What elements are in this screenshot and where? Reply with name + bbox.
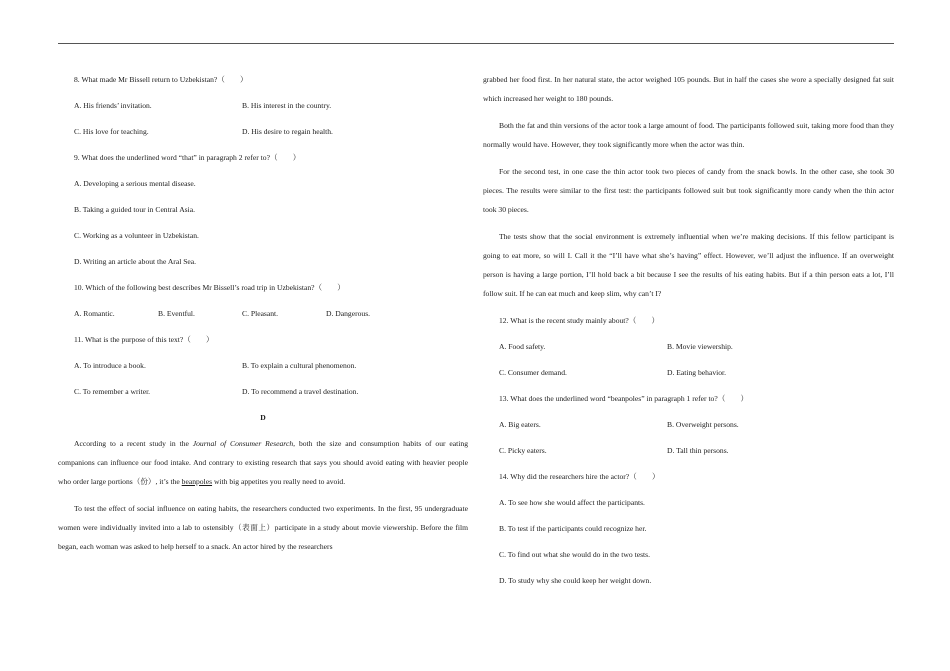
- underlined-word-beanpoles: beanpoles: [181, 477, 213, 486]
- q9-option-d: D. Writing an article about the Aral Sea.: [74, 257, 197, 266]
- question-9-stem: 9. What does the underlined word “that” in paragraph 2 refer to?（ ）: [74, 153, 301, 162]
- passage-paragraph-2-continued: grabbed her food first. In her natural state, the actor weighed 105 pounds. But in half the cases she wore a specially designed fat suit which increased her weight to 180 pounds.: [483, 75, 894, 103]
- question-11-options-row-1: [74, 356, 468, 375]
- question-12-options-row-1: [499, 337, 894, 356]
- q12-option-a: A. Food safety.: [499, 342, 546, 351]
- q10-option-b: B. Eventful.: [158, 309, 195, 318]
- question-8-options-row-2: [74, 122, 468, 141]
- q8-option-d: D. His desire to regain health.: [242, 127, 333, 136]
- q11-option-a: A. To introduce a book.: [74, 361, 146, 370]
- question-13-options-row-1: [499, 415, 894, 434]
- p1-text-c: with big appetites you really need to avoid.: [212, 477, 346, 486]
- question-8-stem: 8. What made Mr Bissell return to Uzbekistan?（ ）: [74, 75, 248, 84]
- question-10-stem: 10. Which of the following best describes Mr Bissell’s road trip in Uzbekistan?（ ）: [74, 283, 345, 292]
- q11-option-b: B. To explain a cultural phenomenon.: [242, 361, 357, 370]
- passage-paragraph-2: To test the effect of social influence on eating habits, the researchers conducted two experiments. In the first, 95 undergraduate women were individually invited into a lab to ostensibly（表面上）participate in a study about movie viewership. Before the film began, each woman was asked to help herself to a snack. An actor hired by the researchers: [58, 504, 468, 551]
- q9-option-c: C. Working as a volunteer in Uzbekistan.: [74, 231, 199, 240]
- question-12-options-row-2: [499, 363, 894, 382]
- question-8-options-row-1: [74, 96, 468, 115]
- passage-paragraph-4: For the second test, in one case the thin actor took two pieces of candy from the snack bowls. In the other case, she took 30 pieces. The results were similar to the first test: the participants followed suit but took significantly more candy when the thin actor took 30 pieces.: [483, 167, 894, 214]
- section-heading: D: [260, 413, 266, 422]
- passage-paragraph-5: The tests show that the social environment is extremely influential when we’re making decisions. If this fellow participant is going to eat more, so will I. Call it the “I’ll have what she’s having” effect. However, we’ll adjust the influence. If an overweight person is having a large portion, I’ll hold back a bit because I see the results of his eating habits. But if a thin person eats a lot, I’ll follow suit. If he can eat much and keep slim, why can’t I?: [483, 232, 894, 298]
- q14-option-c: C. To find out what she would do in the two tests.: [499, 550, 650, 559]
- question-13-stem: 13. What does the underlined word “beanpoles” in paragraph 1 refer to?（ ）: [499, 394, 749, 403]
- q14-option-b: B. To test if the participants could recognize her.: [499, 524, 647, 533]
- q8-option-b: B. His interest in the country.: [242, 101, 332, 110]
- q14-option-d: D. To study why she could keep her weight down.: [499, 576, 652, 585]
- question-13-options-row-2: [499, 441, 894, 460]
- left-column: [58, 70, 468, 564]
- q14-option-a: A. To see how she would affect the participants.: [499, 498, 645, 507]
- question-10-options: [74, 304, 468, 323]
- question-12-stem: 12. What is the recent study mainly about?（ ）: [499, 316, 660, 325]
- passage-paragraph-1: [58, 434, 468, 491]
- header-rule: [58, 43, 894, 44]
- p1-text-a: According to a recent study in the: [74, 439, 193, 448]
- q13-option-a: A. Big eaters.: [499, 420, 541, 429]
- right-column: [483, 70, 894, 597]
- q12-option-c: C. Consumer demand.: [499, 368, 567, 377]
- q8-option-a: A. His friends’ invitation.: [74, 101, 152, 110]
- q11-option-d: D. To recommend a travel destination.: [242, 387, 359, 396]
- q10-option-d: D. Dangerous.: [326, 309, 371, 318]
- q11-option-c: C. To remember a writer.: [74, 387, 151, 396]
- q13-option-d: D. Tall thin persons.: [667, 446, 729, 455]
- question-11-stem: 11. What is the purpose of this text?（ ）: [74, 335, 214, 344]
- q10-option-a: A. Romantic.: [74, 309, 115, 318]
- q12-option-d: D. Eating behavior.: [667, 368, 727, 377]
- q9-option-b: B. Taking a guided tour in Central Asia.: [74, 205, 196, 214]
- journal-title: Journal of Consumer Research: [192, 439, 294, 448]
- q13-option-c: C. Picky eaters.: [499, 446, 547, 455]
- q10-option-c: C. Pleasant.: [242, 309, 279, 318]
- q9-option-a: A. Developing a serious mental disease.: [74, 179, 196, 188]
- question-11-options-row-2: [74, 382, 468, 401]
- q13-option-b: B. Overweight persons.: [667, 420, 739, 429]
- q12-option-b: B. Movie viewership.: [667, 342, 733, 351]
- q8-option-c: C. His love for teaching.: [74, 127, 149, 136]
- p1-text-b: , both the size and consumption habits of our eating companions can influence our food intake. And contrary to existing research that says you should avoid eating with heavier people who order large portions（份）, it’s the: [58, 439, 468, 486]
- question-14-stem: 14. Why did the researchers hire the actor?（ ）: [499, 472, 660, 481]
- passage-paragraph-3: Both the fat and thin versions of the actor took a large amount of food. The participants followed suit, taking more food than they normally would have. However, they took significantly more when the actor was thin.: [483, 121, 894, 149]
